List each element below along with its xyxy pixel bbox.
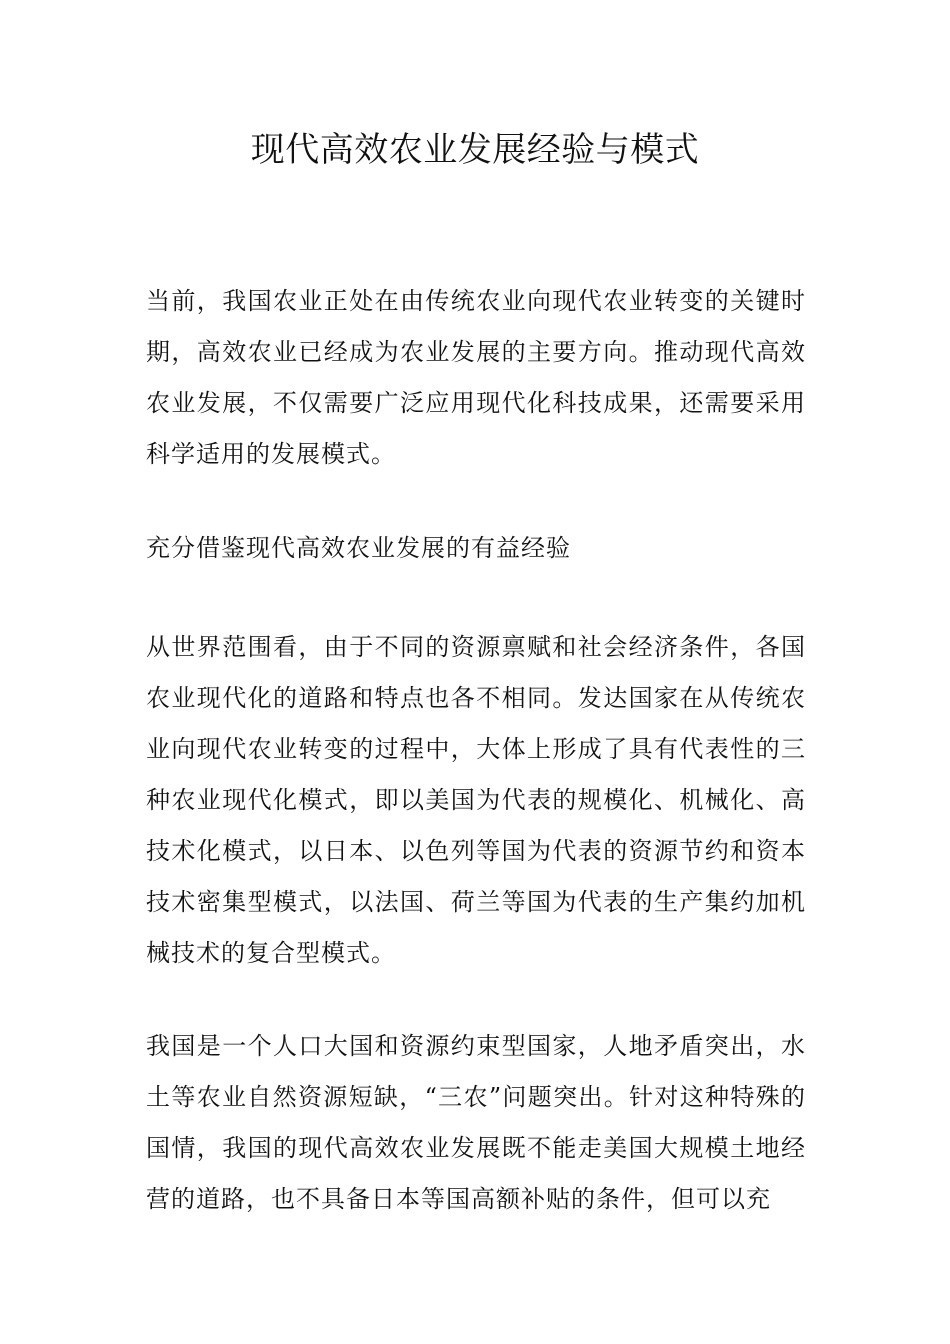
paragraph-intro: 当前，我国农业正处在由传统农业向现代农业转变的关键时期，高效农业已经成为农业发展的主要方向。推动现代高效农业发展，不仅需要广泛应用现代化科技成果，还需要采用科学适用的发展模式。 (146, 287, 806, 468)
document-title: 现代高效农业发展经验与模式 (250, 130, 700, 170)
paragraph-china-conditions: 我国是一个人口大国和资源约束型国家，人地矛盾突出，水土等农业自然资源短缺，“三农”问题突出。针对这种特殊的国情，我国的现代高效农业发展既不能走美国大规模土地经营的道路，也不具备日本等国高额补贴的条件，但可以充 (146, 1032, 806, 1213)
paragraph-world-models: 从世界范围看，由于不同的资源禀赋和社会经济条件，各国农业现代化的道路和特点也各不相同。发达国家在从传统农业向现代农业转变的过程中，大体上形成了具有代表性的三种农业现代化模式，即以美国为代表的规模化、机械化、高技术化模式，以日本、以色列等国为代表的资源节约和资本技术密集型模式，以法国、荷兰等国为代表的生产集约加机械技术的复合型模式。 (146, 633, 806, 967)
section-heading: 充分借鉴现代高效农业发展的有益经验 (146, 534, 571, 562)
